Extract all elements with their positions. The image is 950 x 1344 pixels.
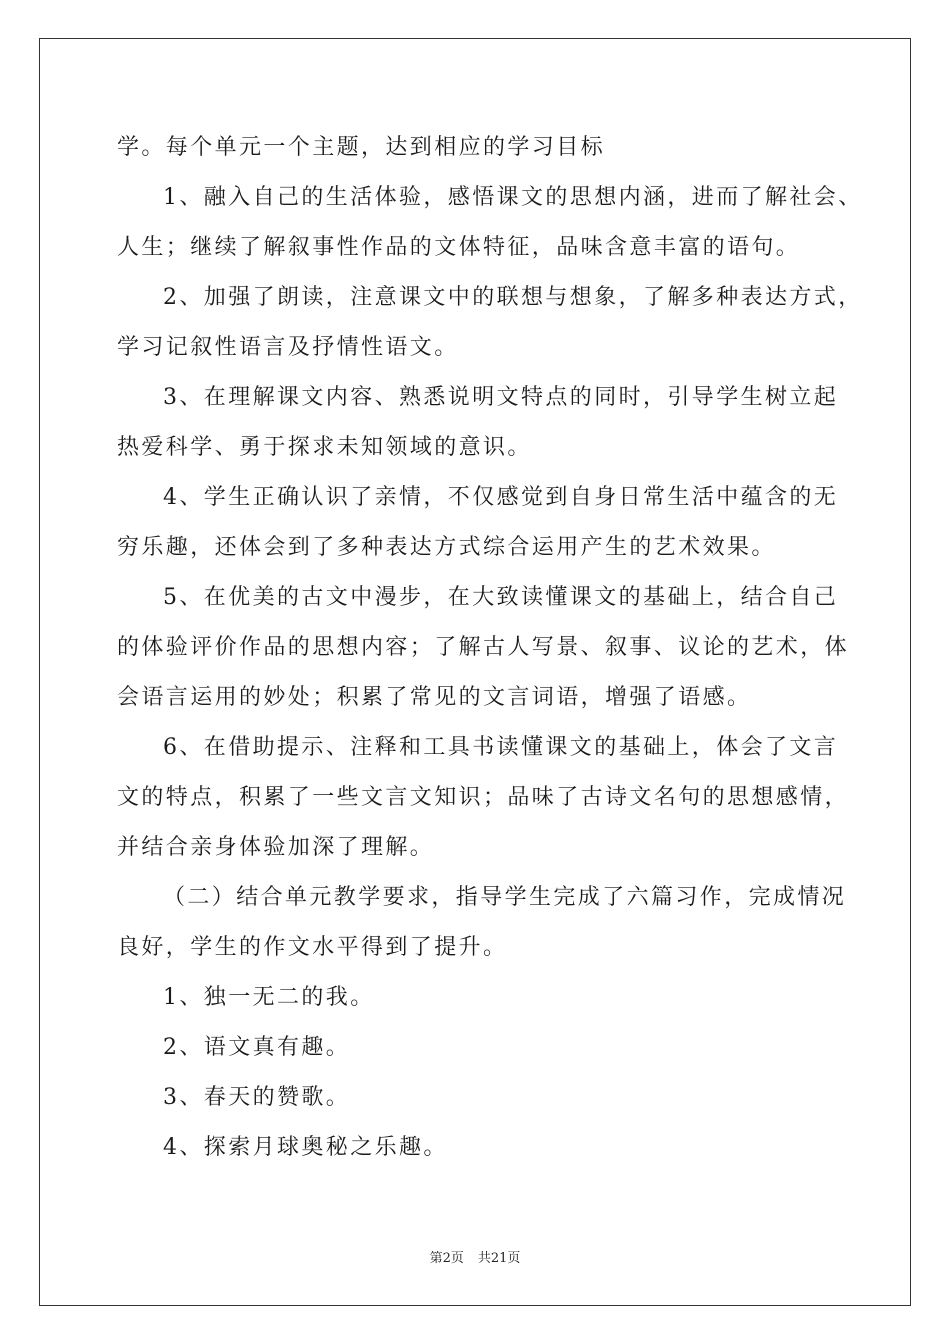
text-line: 4、学生正确认识了亲情，不仅感觉到自身日常生活中蕴含的无 <box>163 485 839 510</box>
text-line: 穷乐趣，还体会到了多种表达方式综合运用产生的艺术效果。 <box>117 535 776 560</box>
page-total: 共21页 <box>477 1251 521 1266</box>
document-body <box>117 128 863 1178</box>
text-line: 6、在借助提示、注释和工具书读懂课文的基础上，体会了文言 <box>163 735 839 760</box>
page-number: 第2页 <box>429 1251 464 1266</box>
text-line: （二）结合单元教学要求，指导学生完成了六篇习作，完成情况 <box>163 885 847 910</box>
text-line: 3、在理解课文内容、熟悉说明文特点的同时，引导学生树立起 <box>163 385 839 410</box>
text-line: 5、在优美的古文中漫步，在大致读懂课文的基础上，结合自己 <box>163 585 839 610</box>
text-line: 并结合亲身体验加深了理解。 <box>117 835 435 860</box>
page-footer <box>0 1247 950 1266</box>
text-line: 学。每个单元一个主题，达到相应的学习目标 <box>117 135 606 160</box>
text-line: 文的特点，积累了一些文言文知识；品味了古诗文名句的思想感情， <box>117 785 850 810</box>
text-line: 1、融入自己的生活体验，感悟课文的思想内涵，进而了解社会、 <box>163 185 863 210</box>
text-line: 会语言运用的妙处；积累了常见的文言词语，增强了语感。 <box>117 685 752 710</box>
text-line: 良好，学生的作文水平得到了提升。 <box>117 935 508 960</box>
text-line: 3、春天的赞歌。 <box>163 1085 351 1110</box>
text-line: 热爱科学、勇于探求未知领域的意识。 <box>117 435 532 460</box>
text-line: 学习记叙性语言及抒情性语文。 <box>117 335 459 360</box>
text-line: 2、加强了朗读，注意课文中的联想与想象，了解多种表达方式， <box>163 285 863 310</box>
text-line: 1、独一无二的我。 <box>163 985 375 1010</box>
text-line: 人生；继续了解叙事性作品的文体特征，品味含意丰富的语句。 <box>117 235 801 260</box>
text-line: 的体验评价作品的思想内容；了解古人写景、叙事、议论的艺术，体 <box>117 635 850 660</box>
text-line: 2、语文真有趣。 <box>163 1035 351 1060</box>
text-line: 4、探索月球奥秘之乐趣。 <box>163 1135 448 1160</box>
